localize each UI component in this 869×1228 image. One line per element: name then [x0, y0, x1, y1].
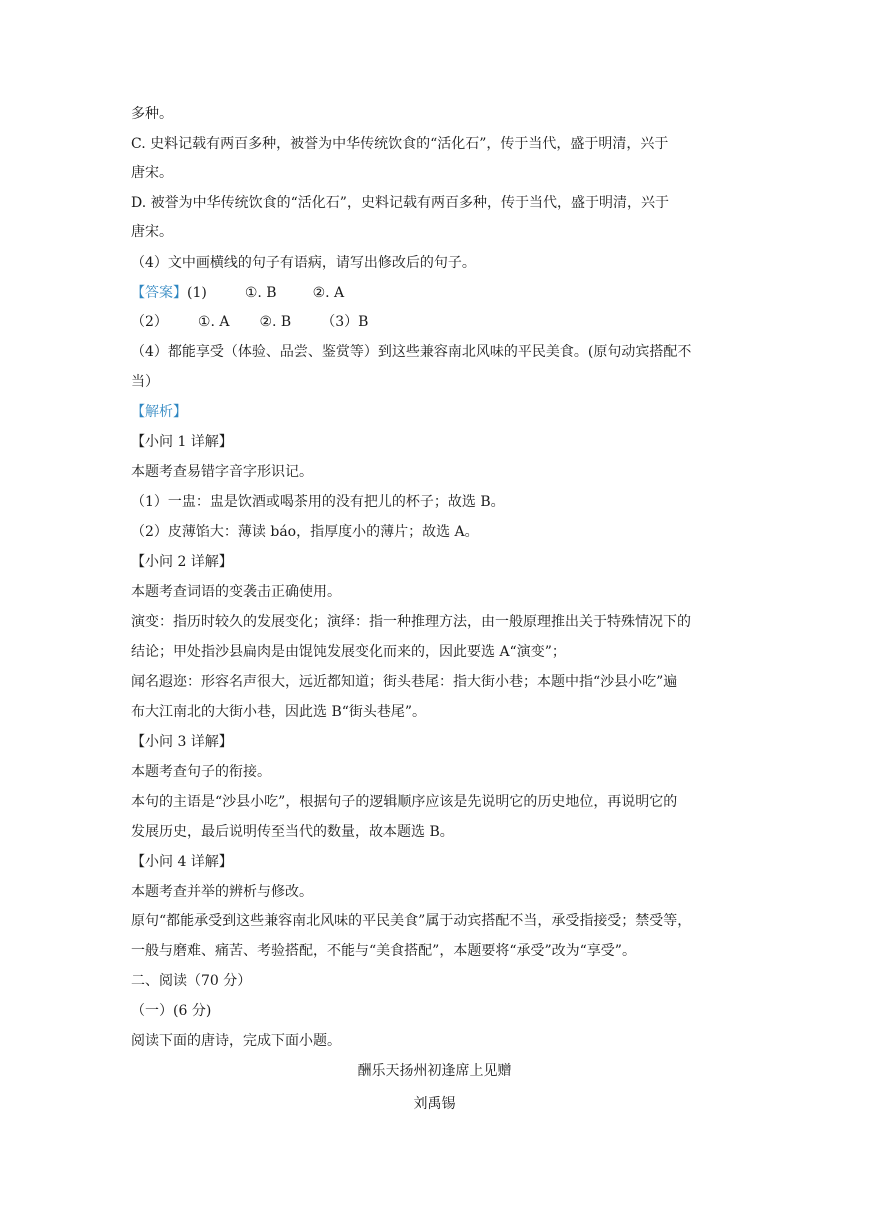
subquestion-heading: 【小问 1 详解】: [131, 434, 233, 450]
option-d-line: D. 被誉为中华传统饮食的“活化石”，史料记载有两百多种，传于当代，盛于明清，兴于: [131, 195, 669, 211]
poem-author: 刘禹锡: [413, 1096, 456, 1112]
section-heading: 二、阅读（70 分）: [131, 973, 252, 989]
text-line: 多种。: [131, 106, 173, 122]
question-4-line: （4）文中画横线的句子有语病，请写出修改后的句子。: [131, 255, 476, 271]
text-line: 布大江南北的大街小巷，因此选 B“街头巷尾”。: [131, 704, 427, 720]
answer-part: ①. B: [244, 285, 277, 301]
text-line: 一般与磨难、痛苦、考验搭配，不能与“美食搭配”，本题要将“承受”改为“享受”。: [131, 943, 636, 959]
text-line: 本题考查并举的辨析与修改。: [131, 884, 313, 900]
text-line: 本句的主语是“沙县小吃”，根据句子的逻辑顺序应该是先说明它的历史地位，再说明它的: [131, 794, 678, 810]
text-line: 唐宋。: [131, 224, 173, 240]
instruction-line: 阅读下面的唐诗，完成下面小题。: [131, 1033, 341, 1049]
option-c-line: C. 史料记载有两百多种，被誉为中华传统饮食的“活化石”，传于当代，盛于明清，兴于: [131, 136, 669, 152]
answer-part: ②. A: [312, 285, 345, 301]
answer-part: （3）B: [321, 314, 369, 330]
answer-line-3: （4）都能享受（体验、品尝、鉴赏等）到这些兼容南北风味的平民美食。(原句动宾搭配不: [131, 344, 692, 360]
answer-line-1: [131, 283, 344, 303]
text-line: （1）一盅：盅是饮酒或喝茶用的没有把儿的杯子；故选 B。: [131, 494, 505, 510]
answer-part: （2）: [131, 314, 168, 330]
poem-title: 酬乐天扬州初逢席上见赠: [357, 1063, 512, 1079]
subquestion-heading: 【小问 3 详解】: [131, 734, 233, 750]
text-line: 结论；甲处指沙县扁肉是由馄饨发展变化而来的，因此要选 A“演变”；: [131, 644, 566, 660]
answer-part: (1): [187, 285, 207, 301]
text-line: 唐宋。: [131, 165, 173, 181]
text-line: 闻名遐迩：形容名声很大，远近都知道；街头巷尾：指大街小巷；本题中指“沙县小吃”遍: [131, 674, 678, 690]
answer-line-2: [131, 312, 368, 332]
text-line: （2）皮薄馅大：薄读 báo，指厚度小的薄片；故选 A。: [131, 524, 479, 540]
answer-part: ②. B: [259, 314, 292, 330]
subquestion-heading: 【小问 4 详解】: [131, 854, 233, 870]
subquestion-heading: 【小问 2 详解】: [131, 554, 233, 570]
text-line: 本题考查易错字音字形识记。: [131, 464, 313, 480]
text-line: 演变：指历时较久的发展变化；演绎：指一种推理方法，由一般原理推出关于特殊情况下的: [131, 614, 691, 630]
text-line: 原句“都能承受到这些兼容南北风味的平民美食”属于动宾搭配不当，承受指接受；禁受等，: [131, 913, 692, 929]
analysis-tag: 【解析】: [131, 404, 187, 420]
text-line: 本题考查词语的变袭击正确使用。: [131, 584, 341, 600]
answer-part: ①. A: [197, 314, 230, 330]
text-line: 发展历史，最后说明传至当代的数量，故本题选 B。: [131, 824, 454, 840]
text-line: 当）: [131, 374, 159, 390]
section-subheading: （一）(6 分): [131, 1003, 212, 1019]
text-line: 本题考查句子的衔接。: [131, 764, 271, 780]
answer-tag: 【答案】: [131, 285, 187, 301]
